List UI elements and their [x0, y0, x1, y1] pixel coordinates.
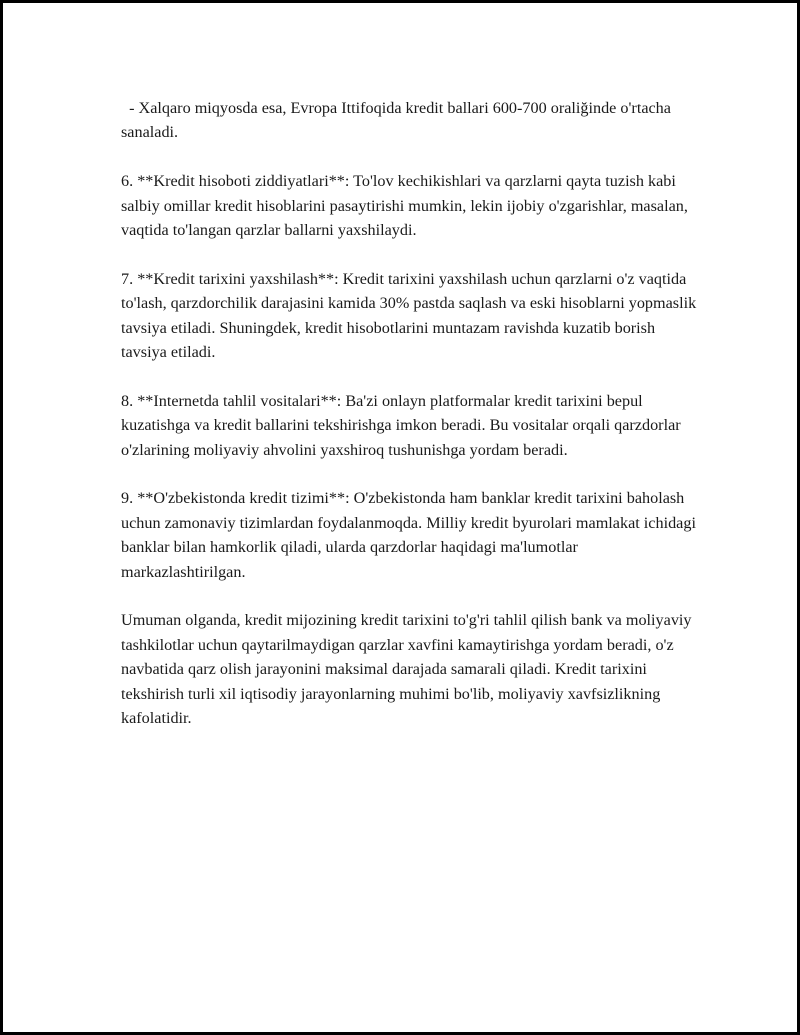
paragraph-credit-report-conflicts: 6. **Kredit hisoboti ziddiyatlari**: To'lov kechikishlari va qarzlarni qayta tuzish kabi salbiy omillar kredit hisoblarini pasaytirishi mumkin, lekin ijobiy o'zgarishlar, masalan, vaqtida to'langan qarzlar ballarni yaxshilaydi. — [121, 172, 692, 240]
document-body — [121, 96, 701, 755]
paragraph-improving-credit-history: 7. **Kredit tarixini yaxshilash**: Kredit tarixini yaxshilash uchun qarzlarni o'z vaqtida to'lash, qarzdorchilik darajasini kamida 30% pastda saqlash va eski hisoblarni yopmaslik tavsiya etiladi. Shuningdek, kredit hisobotlarini muntazam ravishda kuzatib borish tavsiya etiladi. — [121, 269, 701, 362]
paragraph-online-analysis-tools: 8. **Internetda tahlil vositalari**: Ba'zi onlayn platformalar kredit tarixini bepul kuzatishga va kredit ballarini tekshirishga imkon beradi. Bu vositalar orqali qarzdorlar o'zlarining moliyaviy ahvolini yaxshiroq tushunishga yordam beradi. — [121, 391, 685, 459]
paragraph-eu-credit-scores: - Xalqaro miqyosda esa, Evropa Ittifoqida kredit ballari 600-700 oraliğinde o'rtacha sanaladi. — [121, 99, 676, 142]
paragraph-uzbekistan-credit-system: 9. **O'zbekistonda kredit tizimi**: O'zbekistonda ham banklar kredit tarixini baholash uchun zamonaviy tizimlardan foydalanmoqda. Milliy kredit byurolari mamlakat ichidagi banklar bilan hamkorlik qiladi, ularda qarzdorlar haqidagi ma'lumotlar markazlashtirilgan. — [121, 489, 700, 581]
paragraph-conclusion: Umuman olganda, kredit mijozining kredit tarixini to'g'ri tahlil qilish bank va moliyaviy tashkilotlar uchun qaytarilmaydigan qarzlar xavfini kamaytirishga yordam beradi, o'z navbatida qarz olish jarayonini maksimal darajada samarali qiladi. Kredit tarixini tekshirish turli xil iqtisodiy jarayonlarning muhimi bo'lib, moliyaviy xavfsizlikning kafolatidir. — [121, 611, 696, 728]
